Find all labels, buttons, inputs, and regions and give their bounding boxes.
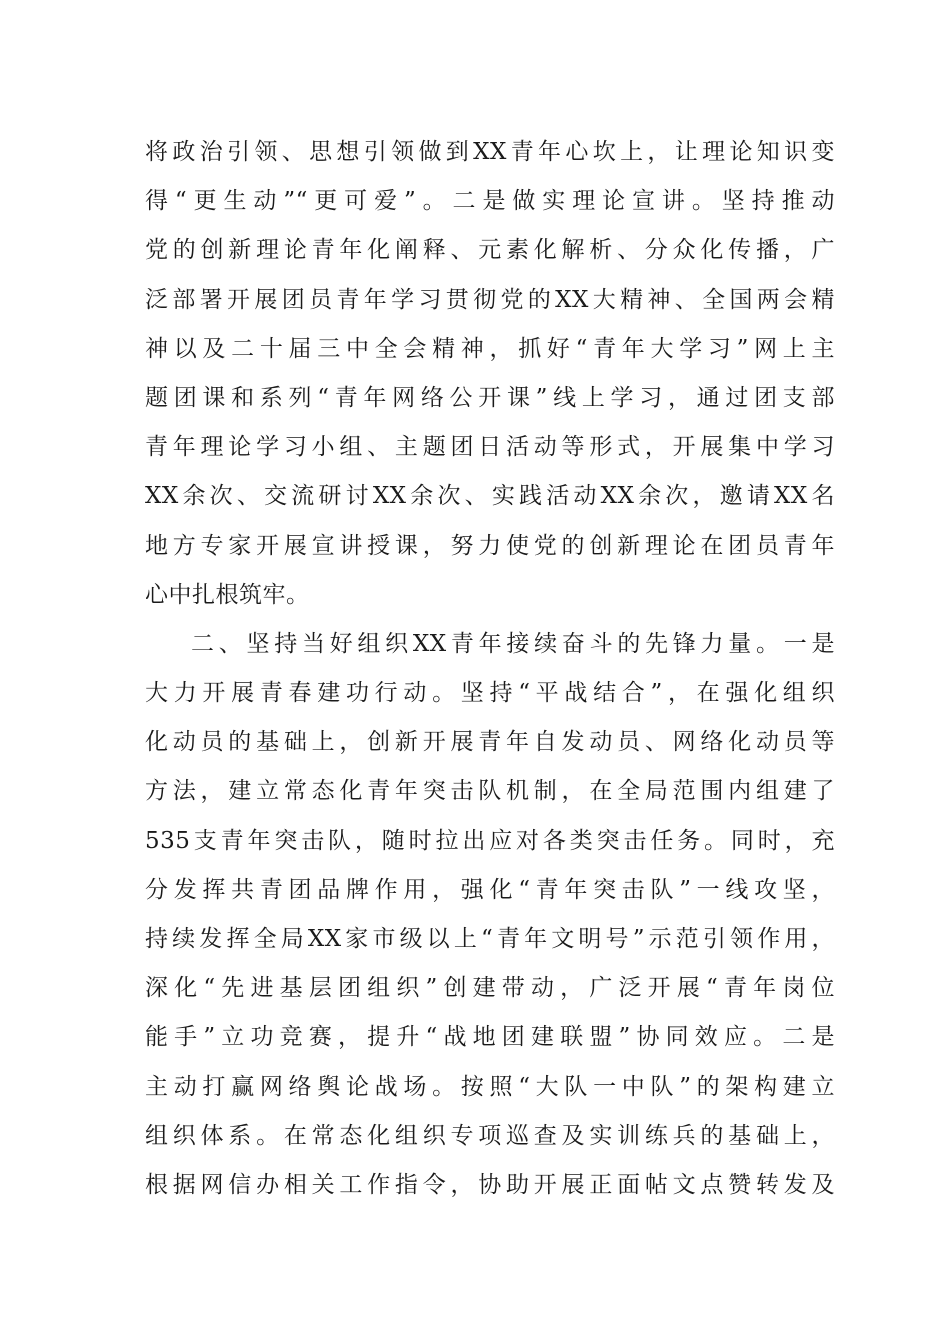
text-line: 深化“先进基层团组织”创建带动，广泛开展“青年岗位 <box>145 975 835 1002</box>
text-line: 泛部署开展团员青年学习贯彻党的XX大精神、全国两会精 <box>145 286 835 313</box>
text-line: 能手”立功竞赛，提升“战地团建联盟”协同效应。二是 <box>145 1024 835 1051</box>
text-line: 持续发挥全局XX家市级以上“青年文明号”示范引领作用， <box>145 926 835 952</box>
paragraph-end-line: 心中扎根筑牢。 <box>145 581 310 608</box>
text-line: 大力开展青春建功行动。坚持“平战结合”，在强化组织 <box>145 680 835 707</box>
text-line: 将政治引领、思想引领做到XX青年心坎上，让理论知识变 <box>145 139 835 165</box>
body-text <box>145 128 835 1210</box>
text-line: 方法，建立常态化青年突击队机制，在全局范围内组建了 <box>145 778 835 805</box>
text-line: 535支青年突击队，随时拉出应对各类突击任务。同时，充 <box>145 827 835 854</box>
text-line: 党的创新理论青年化阐释、元素化解析、分众化传播，广 <box>145 237 835 264</box>
text-line: XX余次、交流研讨XX余次、实践活动XX余次，邀请XX名 <box>145 483 835 510</box>
text-line: 分发挥共青团品牌作用，强化“青年突击队”一线攻坚， <box>145 876 835 903</box>
text-line: 得“更生动”“更可爱”。二是做实理论宣讲。坚持推动 <box>145 188 835 215</box>
section-heading-line: 二、坚持当好组织XX青年接续奋斗的先锋力量。一是 <box>191 630 835 657</box>
text-line: 化动员的基础上，创新开展青年自发动员、网络化动员等 <box>145 729 835 756</box>
text-line: 题团课和系列“青年网络公开课”线上学习，通过团支部 <box>145 384 835 411</box>
text-line: 神以及二十届三中全会精神，抓好“青年大学习”网上主 <box>145 335 835 362</box>
text-line: 主动打赢网络舆论战场。按照“大队一中队”的架构建立 <box>145 1073 835 1100</box>
text-line: 组织体系。在常态化组织专项巡查及实训练兵的基础上， <box>145 1122 835 1149</box>
text-line: 根据网信办相关工作指令，协助开展正面帖文点赞转发及 <box>145 1171 835 1198</box>
text-line: 地方专家开展宣讲授课，努力使党的创新理论在团员青年 <box>145 532 835 559</box>
text-line: 青年理论学习小组、主题团日活动等形式，开展集中学习 <box>145 434 835 461</box>
